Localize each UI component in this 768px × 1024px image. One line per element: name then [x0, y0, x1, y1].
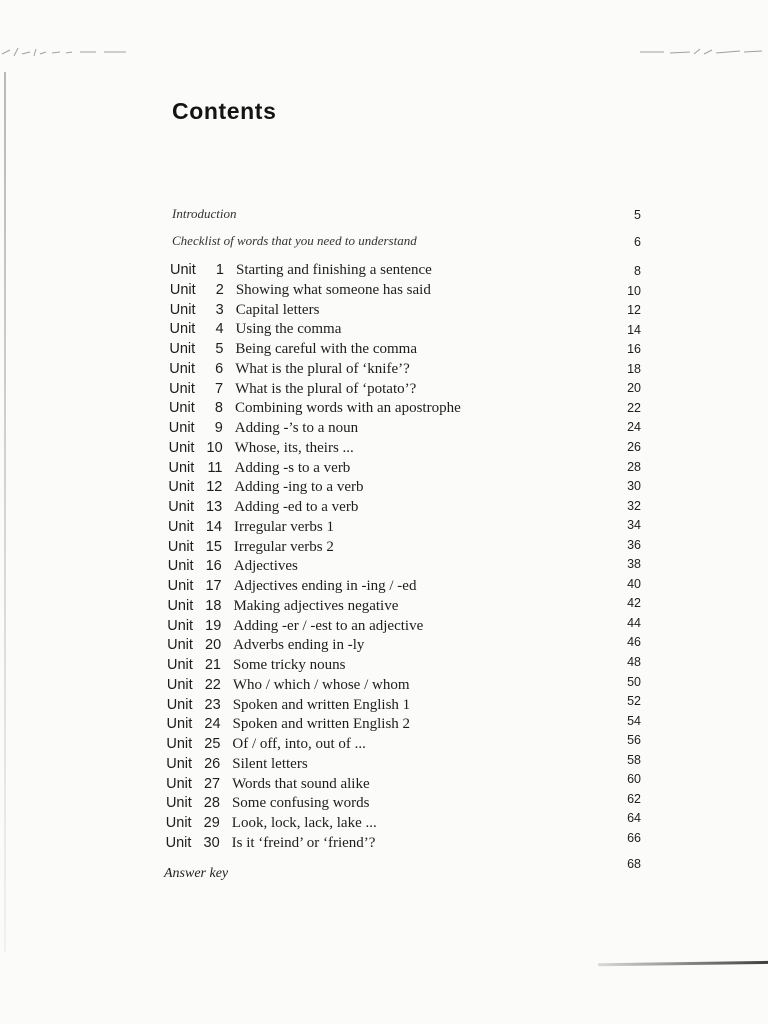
unit-title: Starting and finishing a sentence	[236, 262, 432, 278]
unit-label: Unit	[165, 795, 192, 812]
unit-number: 6	[215, 360, 224, 377]
unit-label: Unit	[165, 815, 192, 831]
unit-number: 23	[204, 696, 221, 713]
unit-number: 13	[206, 499, 223, 515]
unit-number: 7	[215, 380, 224, 397]
unit-number: 14	[205, 518, 223, 535]
unit-label: Unit	[166, 696, 193, 713]
unit-page-number: 54	[627, 713, 641, 728]
toc-checklist-label: Checklist of words that you need to understand	[172, 233, 417, 248]
unit-page-number: 12	[627, 303, 641, 318]
unit-label: Unit	[168, 459, 195, 476]
unit-page-number: 40	[627, 576, 641, 591]
unit-number: 26	[204, 755, 221, 772]
unit-number: 17	[205, 578, 222, 594]
unit-label: Unit	[166, 716, 193, 733]
scan-header-marks	[0, 40, 768, 64]
unit-number: 19	[205, 617, 222, 634]
unit-title: Look, lock, lack, lake ...	[231, 815, 377, 831]
unit-title: Adding -er / -est to an adjective	[233, 617, 424, 634]
unit-label: Unit	[165, 834, 192, 851]
unit-title: Adjectives	[233, 558, 298, 575]
scan-bottom-rule	[598, 961, 768, 966]
unit-title: What is the plural of ‘knife’?	[235, 360, 410, 377]
unit-title: Showing what someone has said	[235, 281, 431, 298]
unit-page-number: 64	[627, 811, 641, 826]
unit-label: Unit	[170, 262, 196, 278]
unit-number: 11	[207, 459, 223, 476]
unit-title: Is it ‘freind’ or ‘friend’?	[231, 834, 376, 851]
unit-label: Unit	[168, 439, 195, 456]
unit-number: 9	[214, 420, 223, 436]
unit-label: Unit	[167, 597, 194, 614]
unit-page-number: 14	[627, 322, 641, 337]
unit-page-number: 46	[627, 635, 641, 650]
unit-page-number: 44	[627, 615, 641, 630]
unit-title: Irregular verbs 1	[234, 518, 335, 535]
unit-page-number: 26	[627, 439, 641, 454]
unit-title: Using the comma	[235, 321, 342, 338]
unit-title: Combining words with an apostrophe	[234, 400, 461, 417]
unit-label: Unit	[169, 321, 196, 338]
unit-number: 18	[205, 597, 222, 614]
unit-page-number: 38	[627, 557, 641, 572]
unit-number: 25	[204, 736, 221, 752]
unit-number: 28	[203, 795, 220, 812]
unit-label: Unit	[168, 479, 195, 496]
unit-title: Adverbs ending in -ly	[233, 637, 365, 654]
unit-title: Some tricky nouns	[233, 657, 346, 673]
unit-page-number: 8	[634, 264, 641, 278]
unit-number: 29	[203, 815, 220, 831]
unit-title: Capital letters	[235, 301, 320, 318]
unit-page-number: 36	[627, 537, 641, 552]
unit-title: Some confusing words	[231, 795, 370, 812]
unit-label: Unit	[167, 657, 193, 673]
unit-label: Unit	[169, 301, 196, 318]
unit-number: 1	[215, 262, 224, 278]
page-title: Contents	[172, 98, 277, 124]
unit-page-number: 28	[627, 459, 641, 474]
unit-title: Spoken and written English 1	[232, 696, 411, 713]
unit-page-number: 50	[627, 674, 641, 689]
unit-title: What is the plural of ‘potato’?	[235, 380, 417, 397]
toc-answer-key-page: 68	[627, 857, 641, 871]
unit-number: 3	[215, 301, 224, 318]
unit-number: 24	[204, 716, 221, 733]
unit-number: 12	[206, 479, 223, 496]
unit-title: Silent letters	[232, 755, 308, 772]
unit-label: Unit	[169, 360, 196, 377]
unit-page-number: 30	[627, 479, 641, 494]
unit-number: 5	[215, 341, 224, 357]
unit-label: Unit	[166, 775, 192, 792]
scan-left-edge	[4, 72, 6, 952]
unit-label: Unit	[166, 755, 193, 772]
unit-label: Unit	[169, 380, 195, 397]
unit-title: Being careful with the comma	[235, 341, 417, 357]
unit-title: Adding -’s to a noun	[234, 420, 359, 436]
unit-number: 30	[203, 834, 220, 851]
unit-title: Irregular verbs 2	[233, 538, 334, 555]
unit-label: Unit	[168, 420, 195, 436]
unit-label: Unit	[167, 538, 194, 555]
unit-label: Unit	[166, 676, 193, 693]
unit-page-number: 16	[627, 342, 641, 357]
unit-number: 4	[215, 321, 224, 338]
unit-number: 8	[214, 400, 223, 417]
unit-number: 16	[205, 558, 222, 575]
unit-page-number: 48	[627, 655, 641, 669]
unit-title: Adjectives ending in -ing / -ed	[233, 578, 417, 594]
unit-page-number: 56	[627, 733, 641, 748]
unit-number: 21	[204, 657, 221, 673]
unit-page-number: 32	[627, 498, 641, 513]
unit-title: Words that sound alike	[232, 775, 370, 792]
unit-number: 27	[203, 775, 221, 792]
unit-page-number: 18	[627, 361, 641, 376]
unit-number: 10	[206, 439, 223, 456]
toc-answer-key-label: Answer key	[164, 866, 229, 881]
unit-number: 22	[204, 676, 221, 693]
toc-checklist-page: 6	[634, 235, 641, 249]
unit-number: 2	[215, 281, 224, 298]
unit-label: Unit	[167, 637, 193, 654]
unit-title: Adding -ed to a verb	[234, 499, 359, 515]
unit-label: Unit	[167, 617, 194, 634]
unit-page-number: 52	[627, 694, 641, 709]
unit-label: Unit	[167, 558, 194, 575]
toc-introduction-label: Introduction	[172, 206, 237, 221]
unit-page-number: 20	[627, 381, 641, 396]
unit-page-number: 62	[627, 791, 641, 806]
unit-title: Making adjectives negative	[233, 597, 399, 614]
unit-label: Unit	[168, 400, 195, 417]
unit-page-number: 42	[627, 596, 641, 611]
unit-label: Unit	[166, 736, 193, 752]
unit-title: Of / off, into, out of ...	[232, 736, 366, 752]
unit-number: 20	[205, 637, 222, 654]
unit-title: Who / which / whose / whom	[232, 676, 410, 693]
unit-page-number: 22	[627, 400, 641, 415]
unit-page-number: 24	[627, 420, 641, 435]
unit-page-number: 58	[627, 752, 641, 767]
unit-number: 15	[205, 538, 222, 555]
unit-label: Unit	[169, 341, 196, 357]
toc-introduction-page: 5	[634, 208, 641, 222]
unit-title: Adding -s to a verb	[234, 459, 351, 476]
unit-label: Unit	[169, 281, 196, 298]
unit-page-number: 66	[627, 830, 641, 845]
unit-label: Unit	[167, 578, 194, 594]
unit-label: Unit	[168, 499, 194, 515]
unit-page-number: 60	[627, 772, 641, 787]
unit-title: Adding -ing to a verb	[234, 479, 364, 496]
unit-title: Spoken and written English 2	[232, 716, 411, 733]
unit-title: Whose, its, theirs ...	[234, 439, 354, 456]
unit-page-number: 34	[627, 518, 641, 533]
unit-label: Unit	[168, 518, 194, 535]
unit-page-number: 10	[627, 283, 641, 298]
